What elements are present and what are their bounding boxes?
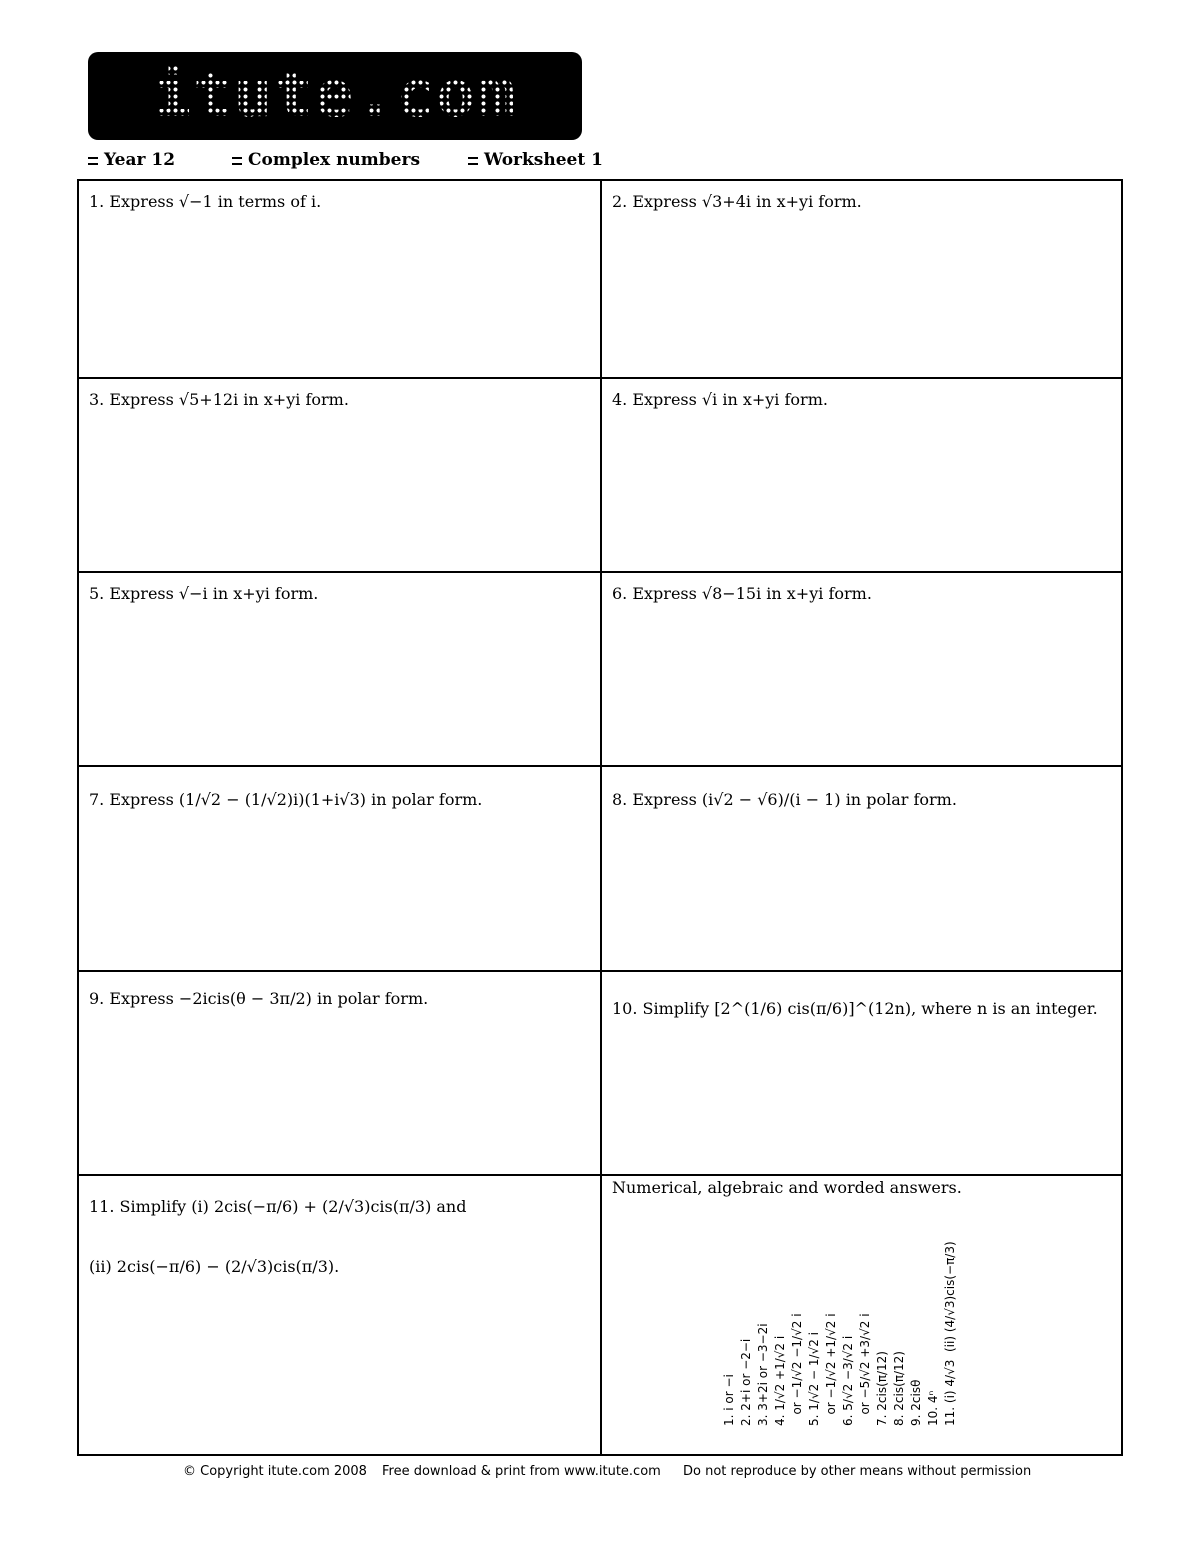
answer-line: or −5/√2 +3/√2 i: [858, 1313, 872, 1426]
question-7: 7. Express (1/√2 − (1/√2)i)(1+i√3) in polar form.: [89, 790, 483, 809]
answer-line: 5. 1/√2 − 1/√2 i: [807, 1331, 821, 1426]
question-3: 3. Express √5+12i in x+yi form.: [89, 390, 349, 409]
question-cell-4: [602, 379, 1123, 571]
question-cell-8: [602, 767, 1123, 970]
question-cell-6: [602, 573, 1123, 765]
logo-text: itute.com: [88, 58, 582, 132]
answers-cell: [602, 1176, 1123, 1456]
topic-label: Complex numbers: [232, 150, 420, 170]
footer-download: Free download & print from www.itute.com: [382, 1464, 661, 1479]
answer-line: 6. 5/√2 −3/√2 i: [841, 1335, 855, 1426]
answer-line: or −1/√2 −1/√2 i: [790, 1313, 804, 1426]
itute-logo: [88, 52, 582, 140]
question-cell-2: [602, 181, 1123, 377]
question-11-part-ii: (ii) 2cis(−π/6) − (2/√3)cis(π/3).: [89, 1257, 340, 1276]
question-5: 5. Express √−i in x+yi form.: [89, 584, 319, 603]
question-2: 2. Express √3+4i in x+yi form.: [612, 192, 862, 211]
footer-notice: Do not reproduce by other means without permission: [683, 1464, 1032, 1479]
answer-line: 9. 2cisθ: [909, 1379, 923, 1426]
question-10: 10. Simplify [2^(1/6) cis(π/6)]^(12n), where n is an integer.: [612, 999, 1098, 1018]
question-9: 9. Express −2icis(θ − 3π/2) in polar form.: [89, 989, 429, 1008]
question-11-part-i: 11. Simplify (i) 2cis(−π/6) + (2/√3)cis(π/3) and: [89, 1197, 467, 1216]
footer-copyright: © Copyright itute.com 2008: [183, 1464, 367, 1479]
answers-title: Numerical, algebraic and worded answers.: [612, 1178, 962, 1197]
question-cell-3: [79, 379, 600, 571]
answer-line: 8. 2cis(π/12): [892, 1351, 906, 1426]
question-cell-11: [79, 1176, 600, 1456]
answer-line: 4. 1/√2 +1/√2 i: [773, 1335, 787, 1426]
answer-line: 3. 3+2i or −3−2i: [756, 1323, 770, 1426]
worksheet-label: Worksheet 1: [468, 150, 603, 170]
answer-line: or −1/√2 +1/√2 i: [824, 1313, 838, 1426]
answer-line: 2. 2+i or −2−i: [739, 1338, 753, 1426]
question-cell-9: [79, 972, 600, 1174]
question-cell-7: [79, 767, 600, 970]
answer-line: 7. 2cis(π/12): [875, 1351, 889, 1426]
question-cell-1: [79, 181, 600, 377]
question-4: 4. Express √i in x+yi form.: [612, 390, 828, 409]
answers-list: [721, 1216, 991, 1426]
question-8: 8. Express (i√2 − √6)/(i − 1) in polar form.: [612, 790, 957, 809]
answer-line: 1. i or −i: [722, 1374, 736, 1426]
answer-line: 11. (i) 4/√3 (ii) (4/√3)cis(−π/3): [943, 1241, 957, 1426]
year-label: Year 12: [88, 150, 175, 170]
question-1: 1. Express √−1 in terms of i.: [89, 192, 322, 211]
worksheet-grid: [77, 179, 1123, 1456]
question-cell-10: [602, 972, 1123, 1174]
answer-line: 10. 4ⁿ: [926, 1390, 940, 1426]
question-6: 6. Express √8−15i in x+yi form.: [612, 584, 872, 603]
question-cell-5: [79, 573, 600, 765]
